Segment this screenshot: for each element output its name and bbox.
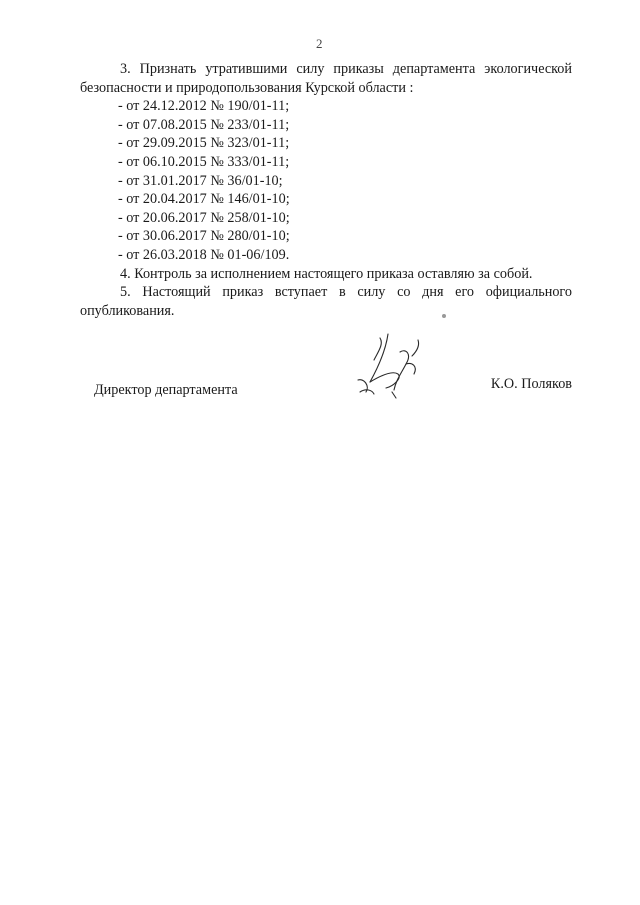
list-item: - от 20.06.2017 № 258/01-10; bbox=[118, 209, 290, 226]
clause-5-text: 5. Настоящий приказ вступает в силу со дня его официального опубликования. bbox=[80, 284, 572, 319]
document-body bbox=[80, 60, 572, 320]
list-item: - от 20.04.2017 № 146/01-10; bbox=[118, 191, 290, 208]
list-item: - от 30.06.2017 № 280/01-10; bbox=[118, 228, 290, 245]
clause-4-text: 4. Контроль за исполнением настоящего приказа оставляю за собой. bbox=[120, 265, 533, 282]
clause-3-text: 3. Признать утратившими силу приказы департамента экологической безопасности и природопользования Курской области : bbox=[80, 61, 572, 96]
revoked-orders-list bbox=[80, 97, 572, 264]
signature-block bbox=[80, 372, 572, 402]
list-item: - от 31.01.2017 № 36/01-10; bbox=[118, 172, 283, 189]
list-item: - от 06.10.2015 № 333/01-11; bbox=[118, 153, 290, 170]
signatory-position: Директор департамента bbox=[94, 382, 238, 398]
list-item: - от 26.03.2018 № 01-06/109. bbox=[118, 246, 290, 263]
list-item: - от 24.12.2012 № 190/01-11; bbox=[118, 98, 290, 115]
list-item: - от 29.09.2015 № 323/01-11; bbox=[118, 135, 290, 152]
list-item: - от 07.08.2015 № 233/01-11; bbox=[118, 116, 290, 133]
page-number: 2 bbox=[316, 36, 323, 51]
signatory-name: К.О. Поляков bbox=[490, 376, 572, 392]
stray-dot bbox=[442, 314, 446, 318]
